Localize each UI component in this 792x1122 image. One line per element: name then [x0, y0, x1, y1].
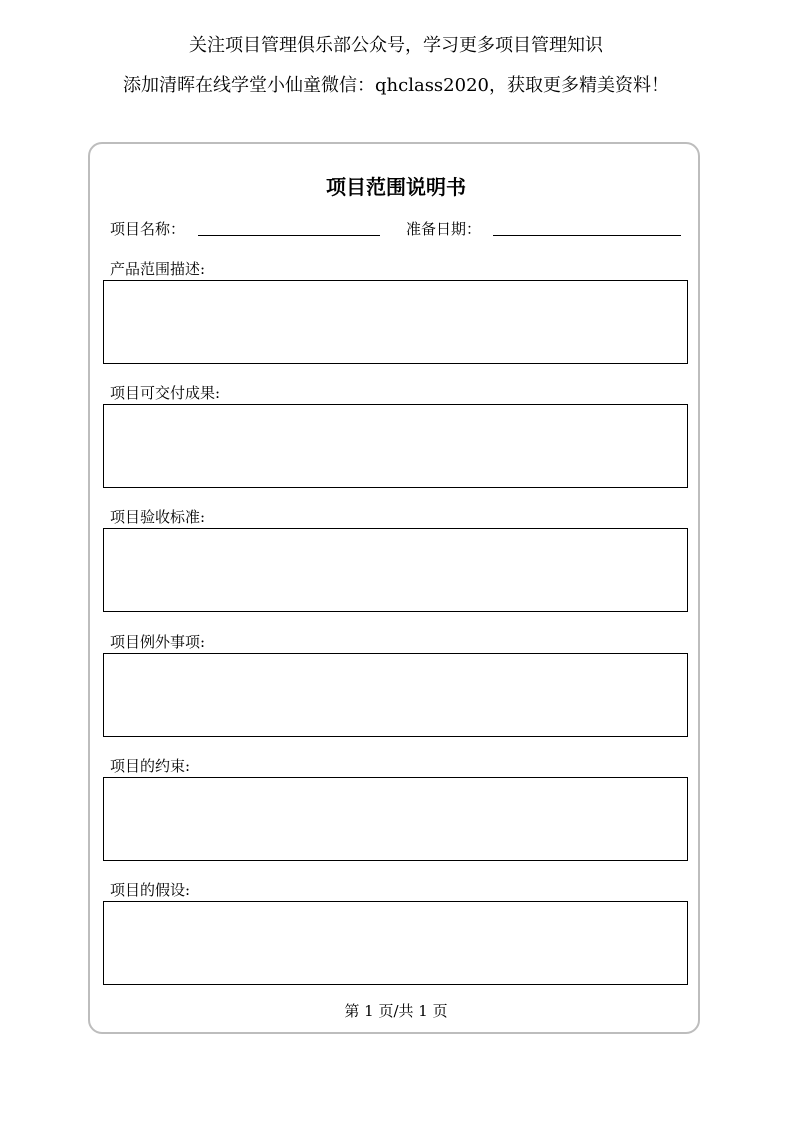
section-box-assumptions[interactable] [103, 901, 688, 985]
section-box-exclusions[interactable] [103, 653, 688, 737]
section-label-product-scope: 产品范围描述: [110, 260, 206, 278]
project-name-label: 项目名称： [110, 220, 186, 238]
project-name-field[interactable] [198, 235, 380, 236]
page-number: 第 1 页/共 1 页 [344, 1002, 448, 1020]
section-label-assumptions: 项目的假设: [110, 881, 191, 899]
document-title: 项目范围说明书 [326, 175, 466, 199]
section-box-constraints[interactable] [103, 777, 688, 861]
section-box-acceptance-criteria[interactable] [103, 528, 688, 612]
section-box-product-scope[interactable] [103, 280, 688, 364]
section-label-constraints: 项目的约束: [110, 757, 191, 775]
promo-header-line-1: 关注项目管理俱乐部公众号，学习更多项目管理知识 [189, 35, 603, 56]
section-label-deliverables: 项目可交付成果: [110, 384, 221, 402]
section-label-exclusions: 项目例外事项: [110, 633, 206, 651]
prep-date-label: 准备日期： [406, 220, 482, 238]
section-label-acceptance-criteria: 项目验收标准: [110, 508, 206, 526]
promo-header-line-2: 添加清晖在线学堂小仙童微信：qhclass2020，获取更多精美资料！ [123, 75, 669, 96]
section-box-deliverables[interactable] [103, 404, 688, 488]
prep-date-field[interactable] [493, 235, 681, 236]
